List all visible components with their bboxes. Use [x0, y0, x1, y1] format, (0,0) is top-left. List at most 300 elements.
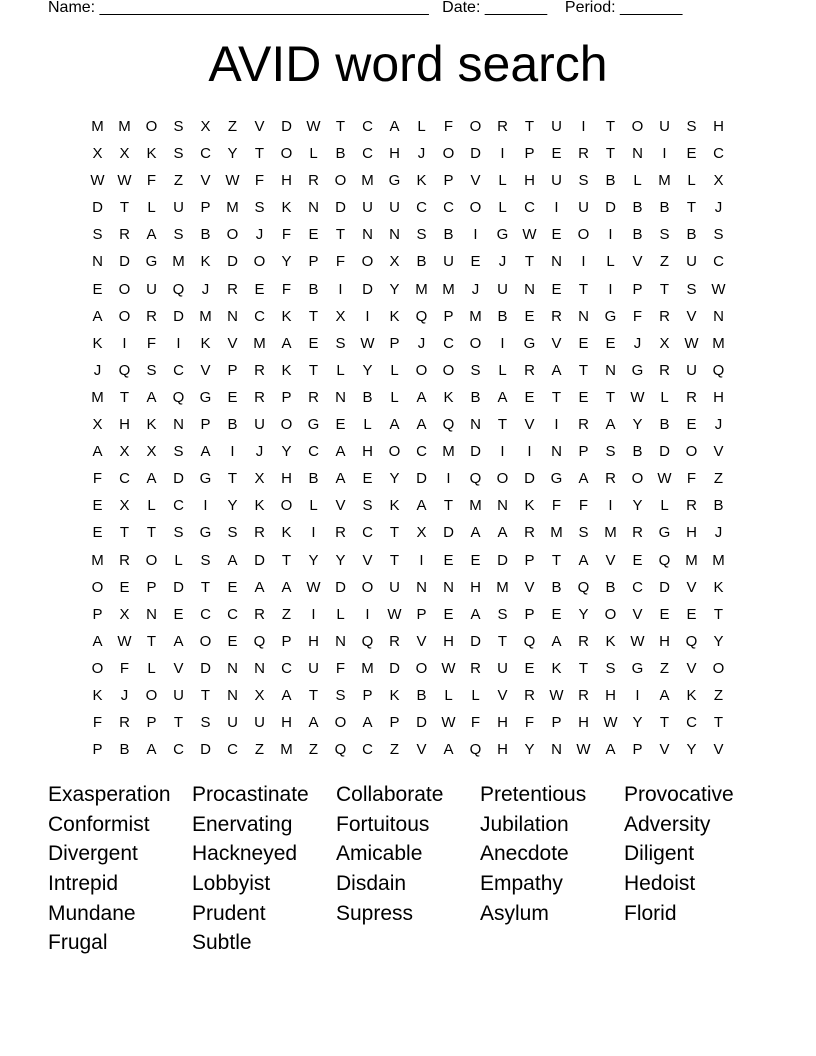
- grid-letter: O: [280, 497, 293, 515]
- grid-letter: X: [119, 443, 130, 461]
- grid-letter: U: [686, 361, 697, 379]
- grid-letter: N: [362, 226, 373, 244]
- word-list-item: Adversity: [624, 812, 711, 836]
- grid-letter: R: [578, 416, 589, 434]
- grid-letter: R: [470, 659, 481, 677]
- grid-letter: A: [659, 686, 670, 704]
- grid-letter: D: [443, 524, 454, 542]
- grid-letter: E: [686, 145, 697, 163]
- word-list-item: Prudent: [192, 901, 266, 925]
- grid-letter: I: [608, 280, 613, 298]
- grid-letter: R: [308, 388, 319, 406]
- grid-letter: V: [254, 118, 265, 135]
- grid-letter: R: [524, 361, 535, 379]
- grid-letter: I: [554, 416, 559, 434]
- grid-letter: T: [146, 632, 157, 650]
- grid-letter: D: [92, 199, 103, 217]
- grid-letter: C: [713, 145, 724, 163]
- grid-letter: Y: [524, 741, 535, 759]
- grid-letter: Q: [361, 632, 374, 650]
- grid-letter: S: [335, 686, 346, 704]
- grid-letter: A: [92, 632, 103, 650]
- word-list-item: Intrepid: [48, 872, 119, 896]
- grid-letter: L: [660, 388, 669, 406]
- grid-letter: N: [524, 280, 535, 298]
- grid-letter: W: [117, 172, 132, 190]
- grid-letter: K: [254, 497, 265, 515]
- grid-letter: R: [254, 605, 265, 623]
- grid-letter: B: [200, 226, 211, 244]
- grid-letter: K: [92, 686, 103, 704]
- grid-letter: Q: [577, 578, 590, 596]
- grid-letter: O: [91, 578, 104, 596]
- grid-letter: L: [606, 253, 615, 271]
- grid-letter: B: [605, 578, 616, 596]
- grid-letter: E: [92, 497, 103, 515]
- grid-letter: I: [176, 334, 181, 352]
- grid-letter: A: [470, 524, 481, 542]
- grid-letter: M: [280, 741, 293, 759]
- grid-letter: K: [146, 416, 157, 434]
- grid-letter: W: [225, 172, 240, 190]
- grid-letter: A: [146, 388, 157, 406]
- grid-letter: T: [308, 361, 319, 379]
- grid-letter: V: [524, 578, 535, 596]
- grid-letter: T: [497, 416, 508, 434]
- grid-letter: I: [500, 443, 505, 461]
- grid-letter: O: [226, 226, 239, 244]
- grid-letter: O: [685, 443, 698, 461]
- grid-letter: O: [91, 659, 104, 677]
- grid-letter: N: [416, 578, 427, 596]
- grid-letter: H: [443, 632, 454, 650]
- grid-letter: B: [335, 145, 346, 163]
- grid-letter: P: [308, 253, 319, 271]
- grid-letter: N: [254, 659, 265, 677]
- grid-letter: N: [443, 578, 454, 596]
- word-list-item: Jubilation: [480, 812, 569, 836]
- grid-letter: G: [550, 470, 563, 488]
- word-list-item: Divergent: [48, 842, 138, 866]
- grid-letter: Q: [334, 741, 347, 759]
- grid-letter: A: [254, 578, 265, 596]
- grid-letter: T: [200, 578, 211, 596]
- grid-letter: V: [470, 172, 481, 190]
- grid-letter: Z: [713, 686, 724, 704]
- grid-letter: H: [119, 416, 130, 434]
- grid-letter: D: [335, 199, 346, 217]
- grid-letter: W: [306, 118, 321, 135]
- grid-letter: O: [577, 226, 590, 244]
- word-list-item: Collaborate: [336, 783, 444, 806]
- grid-letter: Y: [281, 443, 292, 461]
- grid-letter: G: [523, 334, 536, 352]
- grid-letter: N: [227, 686, 238, 704]
- grid-letter: A: [551, 361, 562, 379]
- grid-letter: R: [605, 470, 616, 488]
- grid-letter: Z: [389, 741, 400, 759]
- grid-letter: H: [362, 443, 373, 461]
- word-list-item: Florid: [624, 901, 677, 925]
- grid-letter: F: [92, 470, 103, 488]
- grid-letter: N: [578, 307, 589, 325]
- grid-letter: I: [662, 145, 667, 163]
- grid-letter: Z: [308, 741, 319, 759]
- grid-letter: F: [146, 172, 157, 190]
- grid-letter: B: [686, 226, 697, 244]
- grid-letter: M: [712, 551, 725, 569]
- grid-letter: R: [254, 388, 265, 406]
- grid-letter: C: [416, 443, 427, 461]
- grid-letter: T: [578, 280, 589, 298]
- grid-letter: C: [362, 741, 373, 759]
- grid-letter: B: [362, 388, 373, 406]
- grid-letter: E: [524, 307, 535, 325]
- grid-letter: T: [119, 388, 130, 406]
- grid-letter: H: [659, 632, 670, 650]
- grid-letter: Y: [632, 497, 643, 515]
- grid-letter: D: [335, 578, 346, 596]
- grid-letter: G: [631, 659, 644, 677]
- grid-letter: A: [92, 443, 103, 461]
- grid-letter: J: [120, 686, 129, 704]
- grid-letter: O: [145, 686, 158, 704]
- grid-letter: S: [200, 714, 211, 732]
- grid-letter: S: [200, 551, 211, 569]
- grid-letter: W: [576, 741, 591, 759]
- grid-letter: D: [173, 470, 184, 488]
- grid-letter: H: [605, 686, 616, 704]
- grid-letter: R: [686, 388, 697, 406]
- word-list-item: Mundane: [48, 901, 136, 925]
- grid-letter: N: [227, 659, 238, 677]
- grid-letter: E: [551, 605, 562, 623]
- grid-letter: K: [281, 199, 292, 217]
- grid-letter: M: [604, 524, 617, 542]
- grid-letter: K: [200, 334, 211, 352]
- grid-letter: J: [417, 334, 426, 352]
- grid-letter: G: [145, 253, 158, 271]
- letter-grid: [84, 113, 732, 763]
- grid-letter: Z: [659, 659, 670, 677]
- grid-letter: C: [173, 741, 184, 759]
- grid-letter: C: [200, 605, 211, 623]
- grid-letter: E: [686, 605, 697, 623]
- grid-letter: A: [335, 443, 346, 461]
- grid-letter: D: [470, 145, 481, 163]
- grid-letter: A: [416, 497, 427, 515]
- grid-letter: U: [308, 659, 319, 677]
- grid-letter: C: [362, 524, 373, 542]
- grid-letter: O: [253, 253, 266, 271]
- grid-letter: K: [389, 686, 400, 704]
- grid-letter: S: [173, 145, 184, 163]
- grid-letter: F: [281, 280, 292, 298]
- grid-letter: O: [469, 118, 482, 135]
- grid-letter: C: [200, 145, 211, 163]
- grid-letter: O: [118, 280, 131, 298]
- grid-letter: I: [581, 118, 586, 135]
- grid-letter: T: [227, 470, 238, 488]
- grid-letter: N: [713, 307, 724, 325]
- grid-letter: E: [686, 416, 697, 434]
- grid-letter: R: [227, 280, 238, 298]
- grid-letter: T: [335, 226, 346, 244]
- grid-letter: C: [227, 741, 238, 759]
- grid-letter: W: [630, 632, 645, 650]
- grid-letter: M: [91, 388, 104, 406]
- grid-letter: S: [227, 524, 238, 542]
- grid-letter: T: [119, 199, 130, 217]
- grid-letter: K: [92, 334, 103, 352]
- grid-letter: Q: [415, 307, 428, 325]
- grid-letter: V: [659, 741, 670, 759]
- grid-letter: T: [497, 632, 508, 650]
- grid-letter: U: [254, 714, 265, 732]
- grid-letter: N: [551, 443, 562, 461]
- grid-letter: F: [632, 307, 643, 325]
- grid-letter: J: [714, 524, 723, 542]
- grid-letter: S: [578, 172, 589, 190]
- grid-letter: A: [173, 632, 184, 650]
- grid-letter: U: [173, 199, 184, 217]
- word-list-item: Conformist: [48, 812, 150, 836]
- grid-letter: B: [713, 497, 724, 515]
- grid-letter: U: [686, 253, 697, 271]
- grid-letter: O: [118, 307, 131, 325]
- grid-letter: P: [227, 361, 238, 379]
- grid-letter: K: [551, 659, 562, 677]
- grid-letter: S: [173, 226, 184, 244]
- grid-letter: L: [147, 659, 156, 677]
- grid-letter: V: [632, 605, 643, 623]
- grid-letter: N: [605, 361, 616, 379]
- grid-letter: T: [200, 686, 211, 704]
- grid-letter: G: [199, 388, 212, 406]
- grid-letter: U: [362, 199, 373, 217]
- grid-letter: S: [686, 280, 697, 298]
- grid-letter: C: [524, 199, 535, 217]
- word-list-item: Exasperation: [48, 783, 171, 806]
- grid-letter: T: [605, 145, 616, 163]
- grid-letter: W: [657, 470, 672, 488]
- grid-letter: M: [469, 307, 482, 325]
- grid-letter: X: [92, 416, 103, 434]
- grid-letter: E: [443, 605, 454, 623]
- grid-letter: S: [497, 605, 508, 623]
- grid-letter: F: [254, 172, 265, 190]
- grid-letter: O: [469, 199, 482, 217]
- grid-letter: D: [281, 118, 292, 135]
- grid-letter: P: [281, 388, 292, 406]
- grid-letter: E: [578, 334, 589, 352]
- grid-letter: X: [119, 145, 130, 163]
- grid-letter: T: [686, 199, 697, 217]
- grid-letter: N: [92, 253, 103, 271]
- grid-letter: I: [419, 551, 424, 569]
- grid-letter: W: [441, 714, 456, 732]
- grid-letter: S: [578, 524, 589, 542]
- grid-letter: R: [389, 632, 400, 650]
- grid-letter: Q: [685, 632, 698, 650]
- grid-letter: W: [630, 388, 645, 406]
- grid-letter: K: [281, 524, 292, 542]
- grid-letter: T: [254, 145, 265, 163]
- grid-letter: M: [91, 118, 104, 135]
- grid-letter: D: [470, 443, 481, 461]
- grid-letter: T: [713, 605, 724, 623]
- grid-letter: T: [389, 524, 400, 542]
- grid-letter: V: [200, 361, 211, 379]
- grid-letter: M: [118, 118, 131, 135]
- grid-letter: P: [578, 443, 589, 461]
- grid-letter: P: [146, 714, 157, 732]
- grid-letter: M: [226, 199, 239, 217]
- grid-letter: A: [146, 741, 157, 759]
- grid-letter: Y: [281, 253, 292, 271]
- grid-letter: P: [524, 551, 535, 569]
- grid-letter: I: [365, 307, 370, 325]
- grid-letter: S: [173, 118, 184, 135]
- grid-letter: V: [605, 551, 616, 569]
- grid-letter: I: [608, 226, 613, 244]
- grid-letter: T: [308, 307, 319, 325]
- word-list-item: Procastinate: [192, 783, 309, 806]
- grid-letter: L: [444, 686, 453, 704]
- grid-letter: S: [173, 524, 184, 542]
- grid-letter: S: [713, 226, 724, 244]
- grid-letter: L: [498, 199, 507, 217]
- grid-letter: P: [443, 172, 454, 190]
- grid-letter: Q: [442, 416, 455, 434]
- grid-letter: Q: [172, 388, 185, 406]
- grid-letter: P: [92, 605, 103, 623]
- grid-letter: F: [335, 253, 346, 271]
- grid-letter: M: [361, 659, 374, 677]
- grid-letter: A: [281, 334, 292, 352]
- grid-letter: T: [173, 714, 184, 732]
- grid-letter: O: [388, 443, 401, 461]
- grid-letter: W: [360, 334, 375, 352]
- grid-letter: X: [713, 172, 724, 190]
- grid-letter: T: [713, 714, 724, 732]
- grid-letter: A: [308, 714, 319, 732]
- grid-letter: A: [389, 416, 400, 434]
- grid-letter: I: [527, 443, 532, 461]
- grid-letter: B: [308, 280, 319, 298]
- grid-letter: O: [496, 470, 509, 488]
- grid-letter: F: [443, 118, 454, 135]
- grid-letter: R: [119, 551, 130, 569]
- grid-letter: A: [578, 551, 589, 569]
- grid-letter: N: [551, 253, 562, 271]
- word-list-item: Hackneyed: [192, 842, 298, 866]
- grid-letter: I: [581, 253, 586, 271]
- grid-letter: Y: [713, 632, 724, 650]
- grid-letter: Z: [713, 470, 724, 488]
- grid-letter: W: [441, 659, 456, 677]
- grid-letter: U: [173, 686, 184, 704]
- grid-letter: I: [365, 605, 370, 623]
- grid-letter: C: [362, 118, 373, 135]
- grid-letter: I: [500, 145, 505, 163]
- grid-letter: P: [389, 714, 400, 732]
- grid-letter: G: [496, 226, 509, 244]
- grid-letter: L: [390, 388, 399, 406]
- grid-letter: F: [92, 714, 103, 732]
- grid-letter: O: [145, 551, 158, 569]
- grid-letter: Q: [658, 551, 671, 569]
- grid-letter: F: [551, 497, 562, 515]
- grid-letter: V: [173, 659, 184, 677]
- grid-letter: N: [308, 199, 319, 217]
- grid-letter: A: [92, 307, 103, 325]
- grid-letter: R: [497, 118, 508, 135]
- grid-letter: L: [309, 145, 318, 163]
- grid-letter: J: [471, 280, 480, 298]
- grid-letter: W: [549, 686, 564, 704]
- grid-letter: I: [500, 334, 505, 352]
- grid-letter: W: [387, 605, 402, 623]
- grid-letter: Z: [254, 741, 265, 759]
- grid-letter: X: [389, 253, 400, 271]
- grid-letter: E: [92, 524, 103, 542]
- word-list-item: Supress: [336, 901, 414, 925]
- grid-letter: N: [146, 605, 157, 623]
- grid-letter: B: [632, 226, 643, 244]
- grid-letter: A: [470, 605, 481, 623]
- grid-letter: D: [416, 714, 427, 732]
- grid-letter: M: [685, 551, 698, 569]
- grid-letter: A: [605, 416, 616, 434]
- grid-letter: B: [470, 388, 481, 406]
- grid-letter: P: [632, 280, 643, 298]
- word-list-item: Hedoist: [624, 872, 696, 896]
- grid-letter: D: [119, 253, 130, 271]
- grid-letter: D: [659, 443, 670, 461]
- grid-letter: D: [227, 253, 238, 271]
- grid-letter: O: [361, 578, 374, 596]
- grid-letter: Z: [173, 172, 184, 190]
- grid-letter: I: [554, 199, 559, 217]
- grid-letter: C: [281, 659, 292, 677]
- grid-letter: A: [200, 443, 211, 461]
- grid-letter: R: [659, 361, 670, 379]
- grid-letter: I: [203, 497, 208, 515]
- grid-letter: R: [578, 145, 589, 163]
- grid-letter: N: [335, 632, 346, 650]
- grid-letter: A: [389, 118, 400, 135]
- grid-letter: K: [389, 307, 400, 325]
- grid-letter: G: [604, 307, 617, 325]
- grid-letter: D: [200, 741, 211, 759]
- grid-letter: J: [498, 253, 507, 271]
- grid-letter: B: [551, 578, 562, 596]
- grid-letter: E: [470, 253, 481, 271]
- grid-letter: P: [200, 199, 211, 217]
- grid-letter: P: [281, 632, 292, 650]
- grid-letter: R: [254, 361, 265, 379]
- grid-letter: L: [147, 497, 156, 515]
- grid-letter: F: [281, 226, 292, 244]
- grid-letter: L: [336, 361, 345, 379]
- grid-letter: U: [389, 578, 400, 596]
- grid-letter: B: [443, 226, 454, 244]
- grid-letter: T: [146, 524, 157, 542]
- grid-letter: V: [713, 741, 724, 759]
- grid-letter: J: [93, 361, 102, 379]
- grid-letter: F: [470, 714, 481, 732]
